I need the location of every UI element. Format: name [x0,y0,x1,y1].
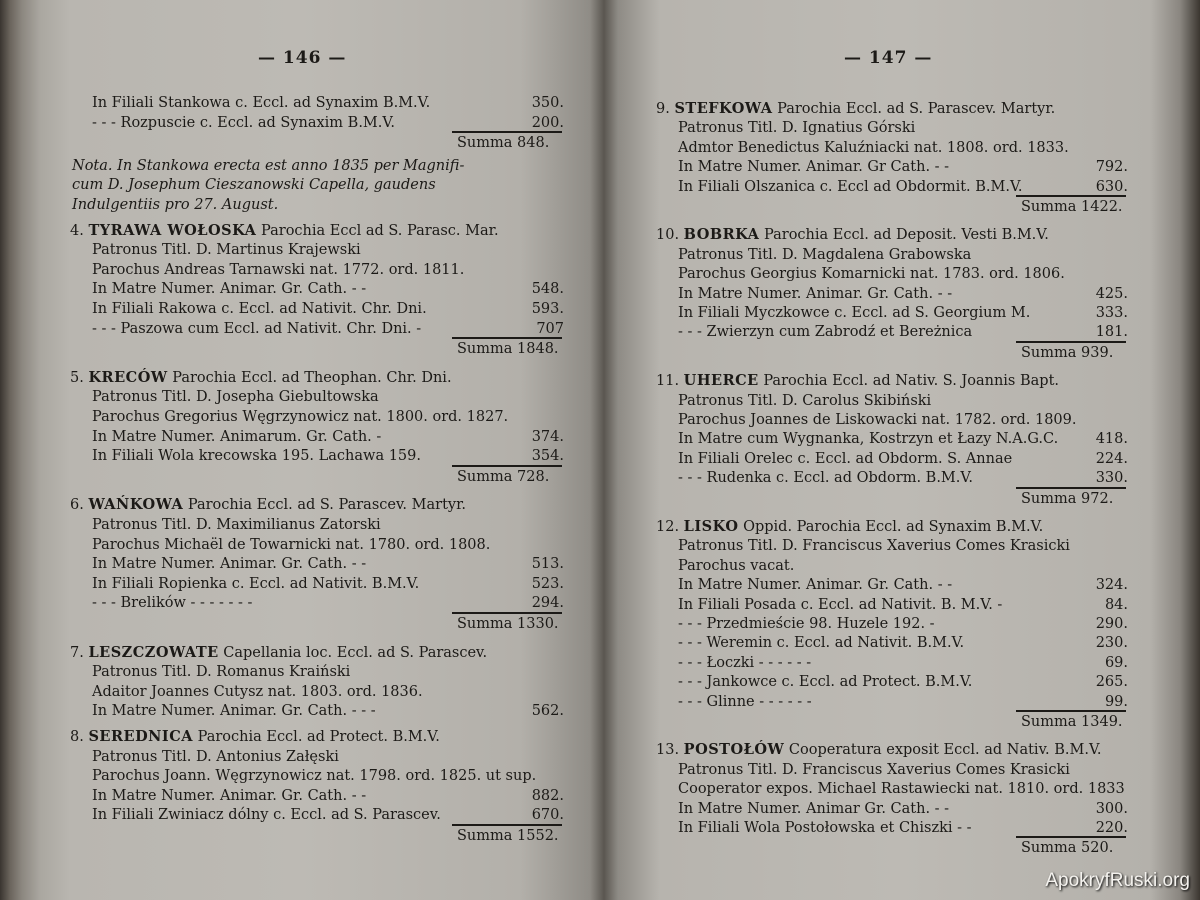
entry-line: In Matre Numer. Animar. Gr. Cath. - - [92,556,367,573]
entry-count: 630. [1095,178,1128,195]
entry-line: - - - Weremin c. Eccl. ad Nativit. B.M.V. [678,635,965,652]
entry-count: 324. [1095,577,1128,594]
entry-number: 10. [656,227,680,244]
parish-description: Capellania loc. Eccl. ad S. Parascev. [223,644,488,661]
entry-heading [656,100,1055,118]
parish-name: LISKO [683,518,739,535]
parish-name: LESZCZOWATE [88,643,219,661]
entry-number: 13. [656,742,680,759]
entry-line: In Filiali Posada c. Eccl. ad Nativit. B. M.V. - [678,596,1003,613]
entry-number: 4. [70,222,84,239]
entry-line: Patronus Titl. D. Romanus Kraiński [92,664,351,681]
entry-line: In Filiali Stankowa c. Eccl. ad Synaxim B.M.V. [92,95,431,111]
entry-line: Parochus Joann. Węgrzynowicz nat. 1798. ord. 1825. ut sup. [92,768,537,785]
entry-line: - - - Rudenka c. Eccl. ad Obdorm. B.M.V. [678,470,973,487]
entry-count: 290. [1095,616,1128,632]
summa-rule [1016,836,1126,838]
parish-name: KRECÓW [88,368,168,386]
entry-heading [656,741,1102,759]
entry-line: - - - Rozpuscie c. Eccl. ad Synaxim B.M.V. [92,114,395,131]
entry-count: 354. [531,448,564,465]
entry-line: Patronus Titl. D. Carolus Skibiński [678,392,932,409]
parish-description: Parochia Eccl. ad Theophan. Chr. Dni. [172,369,452,386]
entry-number: 12. [656,519,680,535]
entry-line: In Matre Numer. Animar. Gr. Cath. - - [678,285,953,302]
entry-line: In Filiali Myczkowce c. Eccl. ad S. Georgium M. [678,305,1031,321]
summa-rule [452,337,562,339]
entry-line: Patronus Titl. D. Ignatius Górski [678,120,916,137]
entry-count: 562. [531,703,564,720]
summa-total: Summa 1848. [457,341,559,358]
summa-total: Summa 1349. [1021,714,1123,730]
parish-name: SEREDNICA [88,728,193,745]
page-number-left: — 146 — [258,48,347,68]
entry-count: 707 [536,320,564,337]
entry-number: 7. [70,644,84,661]
summa-rule [1016,487,1126,489]
entry-heading [70,369,452,387]
entry-line: In Filiali Olszanica c. Eccl ad Obdormit. B.M.V. [678,178,1023,195]
entry-line: Patronus Titl. D. Antonius Załęski [92,748,339,765]
entry-heading [70,222,499,240]
parish-description: Parochia Eccl. ad Protect. B.M.V. [197,729,440,745]
summa-total: Summa 1552. [457,828,559,844]
page-number-right: — 147 — [844,48,933,68]
summa-rule [452,824,562,826]
entry-number: 9. [656,101,670,117]
summa-total: Summa 939. [1021,344,1114,361]
entry-line: - - - Glinne - - - - - - [678,693,812,710]
parish-description: Cooperatura exposit Eccl. ad Nativ. B.M.V. [788,742,1102,759]
entry-line: Patronus Titl. D. Maximilianus Zatorski [92,517,381,533]
summa-rule [452,465,562,467]
entry-count: 99. [1104,693,1128,710]
entry-line: In Matre Numer. Animar Gr. Cath. - - [678,800,950,817]
summa-total: Summa 728. [457,468,550,485]
entry-count: 300. [1095,800,1128,817]
entry-line: In Filiali Rakowa c. Eccl. ad Nativit. Chr. Dni. [92,301,427,317]
entry-line: Parochus Georgius Komarnicki nat. 1783. ord. 1806. [678,266,1065,283]
entry-line: - - - Łoczki - - - - - - [678,654,812,671]
nota-line: Indulgentiis pro 27. August. [72,197,279,213]
parish-description: Parochia Eccl. ad Nativ. S. Joannis Bapt. [763,373,1059,390]
entry-heading [70,496,466,514]
entry-number: 6. [70,497,84,514]
entry-heading [656,372,1059,390]
parish-name: POSTOŁÓW [683,741,785,759]
summa-rule [1016,341,1126,343]
entry-line: - - - Przedmieście 98. Huzele 192. - [678,616,935,632]
entry-count: 792. [1095,159,1128,176]
entry-heading [70,644,487,662]
entry-line: - - - Jankowce c. Eccl. ad Protect. B.M.V. [678,674,973,691]
parish-name: UHERCE [683,372,759,390]
entry-line: In Matre Numer. Animar. Gr. Cath. - - [92,281,367,298]
parish-name: TYRAWA WOŁOSKA [88,221,257,239]
entry-line: - - - Brelików - - - - - - - [92,595,253,612]
entry-count: 523. [531,575,564,592]
entry-count: 330. [1095,470,1128,487]
entry-line: In Matre cum Wygnanka, Kostrzyn et Łazy N.A.G.C. [678,431,1059,448]
entry-line: Cooperator expos. Michael Rastawiecki nat. 1810. ord. 1833 [678,781,1125,798]
entry-line: Adaitor Joannes Cutysz nat. 1803. ord. 1836. [92,683,423,700]
entry-count: 265. [1095,674,1128,691]
watermark-text: ApokryfRuski.org [1045,870,1190,891]
entry-heading [656,226,1049,244]
entry-line: Patronus Titl. D. Josepha Giebultowska [92,389,379,406]
entry-line: Parochus Andreas Tarnawski nat. 1772. ord. 1811. [92,261,465,278]
entry-line: In Filiali Orelec c. Eccl. ad Obdorm. S. Annae [678,450,1013,467]
entry-line: Patronus Titl. D. Franciscus Xaverius Comes Krasicki [678,761,1070,778]
entry-line: Parochus vacat. [678,557,795,574]
entry-count: 294. [531,595,564,612]
entry-heading [656,518,1043,536]
summa-rule [1016,195,1126,197]
entry-count: 425. [1095,285,1128,302]
summa-total: Summa 1330. [457,616,559,632]
entry-count: 69. [1104,654,1128,671]
parish-description: Parochia Eccl. ad S. Parascev. Martyr. [187,497,467,514]
entry-count: 548. [531,281,564,298]
entry-count: 593. [531,301,564,317]
entry-heading [70,728,440,746]
entry-line: In Filiali Ropienka c. Eccl. ad Nativit. B.M.V. [92,575,420,592]
entry-line: Admtor Benedictus Kaluźniacki nat. 1808. ord. 1833. [678,139,1069,156]
entry-count: 224. [1095,450,1128,467]
parish-name: STEFKOWA [674,100,773,117]
entry-line: Patronus Titl. D. Franciscus Xaverius Comes Krasicki [678,538,1070,555]
entry-count: 670. [531,807,564,824]
parish-description: Oppid. Parochia Eccl. ad Synaxim B.M.V. [743,519,1044,535]
summa-total: Summa 972. [1021,490,1114,507]
summa-rule [452,131,562,133]
entry-line: Patronus Titl. D. Magdalena Grabowska [678,246,972,263]
summa-rule [1016,710,1126,712]
nota-line: Nota. In Stankowa erecta est anno 1835 per Magnifi- [72,157,465,174]
parish-description: Parochia Eccl. ad S. Parascev. Martyr. [777,101,1056,117]
summa-total: Summa 520. [1021,840,1114,857]
entry-count: 513. [531,556,564,573]
entry-count: 220. [1095,820,1128,836]
entry-count: 882. [531,787,564,804]
entry-number: 11. [656,373,680,390]
parish-name: WAŃKOWA [88,496,184,514]
entry-count: 230. [1095,635,1128,652]
entry-line: In Matre Numer. Animar. Gr. Cath. - - - [92,703,376,720]
entry-number: 5. [70,369,84,386]
right-page [606,0,1200,900]
summa-total: Summa 848. [457,135,550,152]
entry-line: - - - Zwierzyn cum Zabrodź et Bereżnica [678,324,973,341]
entry-line: In Filiali Wola Postołowska et Chiszki - - [678,820,972,836]
entry-count: 374. [531,428,564,445]
entry-count: 333. [1095,305,1128,321]
summa-rule [452,612,562,614]
nota-line: cum D. Josephum Cieszanowski Capella, gaudens [72,177,436,194]
entry-line: In Matre Numer. Animar. Gr. Cath. - - [678,577,953,594]
entry-count: 181. [1095,324,1128,341]
entry-line: In Filiali Wola krecowska 195. Lachawa 159. [92,448,421,465]
parish-name: BOBRKA [683,226,760,244]
entry-count: 350. [531,95,564,111]
entry-line: In Matre Numer. Animar. Gr Cath. - - [678,159,950,176]
parish-description: Parochia Eccl ad S. Parasc. Mar. [261,222,499,239]
entry-line: In Matre Numer. Animar. Gr. Cath. - - [92,787,367,804]
entry-line: - - - Paszowa cum Eccl. ad Nativit. Chr. Dni. - [92,320,422,337]
entry-count: 418. [1095,431,1128,448]
entry-number: 8. [70,729,84,745]
summa-total: Summa 1422. [1021,199,1123,215]
entry-count: 200. [531,114,564,131]
entry-count: 84. [1104,596,1128,613]
entry-line: In Matre Numer. Animarum. Gr. Cath. - [92,428,382,445]
parish-description: Parochia Eccl. ad Deposit. Vesti B.M.V. [764,227,1049,244]
entry-line: Patronus Titl. D. Martinus Krajewski [92,242,361,259]
entry-line: Parochus Michaël de Towarnicki nat. 1780. ord. 1808. [92,536,491,553]
entry-line: Parochus Gregorius Węgrzynowicz nat. 1800. ord. 1827. [92,409,509,425]
entry-line: Parochus Joannes de Liskowacki nat. 1782. ord. 1809. [678,412,1077,428]
entry-line: In Filiali Zwiniacz dólny c. Eccl. ad S. Parascev. [92,807,441,824]
